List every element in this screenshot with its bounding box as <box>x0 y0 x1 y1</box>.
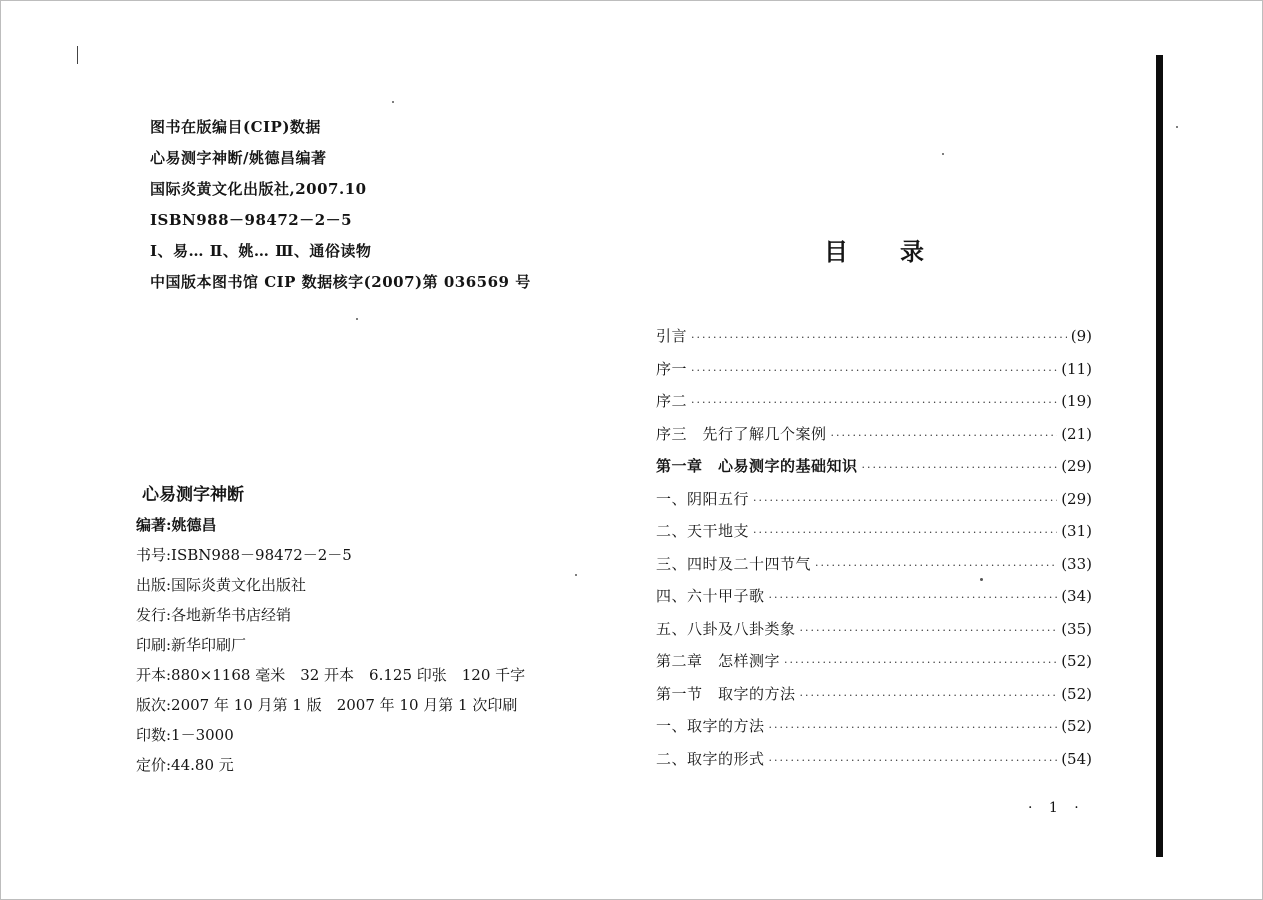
toc-heading: 目录 <box>824 237 976 266</box>
toc-item-page: (33) <box>1061 554 1092 573</box>
toc-item-title: 二、取字的形式 <box>656 749 765 768</box>
info-line: 印刷:新华印刷厂 <box>136 636 247 654</box>
toc-item-page: (11) <box>1061 359 1092 378</box>
toc-item-page: (29) <box>1061 489 1092 508</box>
toc-item-title: 第一节 取字的方法 <box>656 684 796 703</box>
toc-leader-dots <box>753 526 1057 539</box>
toc-item-title: 三、四时及二十四节气 <box>656 554 812 573</box>
toc-item-page: (34) <box>1061 587 1092 605</box>
toc-item <box>656 520 1092 553</box>
toc-leader-dots <box>769 721 1058 734</box>
cip-line: 国际炎黄文化出版社,2007.10 <box>150 180 367 198</box>
toc-leader-dots <box>862 461 1058 474</box>
toc-item-page: (52) <box>1061 717 1092 735</box>
cip-line: Ⅰ、易… Ⅱ、姚… Ⅲ、通俗读物 <box>150 242 372 260</box>
binding-shadow <box>1156 55 1163 857</box>
toc-item-page: (52) <box>1061 652 1092 670</box>
cip-data-block <box>150 112 531 298</box>
toc-item <box>656 390 1092 423</box>
cip-line: 心易测字神断/姚德昌编著 <box>150 149 327 167</box>
scan-speck <box>575 574 577 576</box>
scan-speck <box>942 153 944 155</box>
info-line: 定价:44.80 元 <box>136 756 234 774</box>
toc-item-page: (31) <box>1061 522 1092 540</box>
info-line: 编著:姚德昌 <box>136 516 217 534</box>
table-of-contents <box>656 325 1092 780</box>
scan-speck <box>356 318 358 320</box>
toc-item <box>656 553 1092 586</box>
toc-item-title: 二、天干地支 <box>656 522 750 540</box>
info-line: 书号:ISBN988－98472－2－5 <box>136 546 352 564</box>
cip-line: ISBN988－98472－2－5 <box>150 211 353 229</box>
toc-leader-dots <box>815 559 1057 572</box>
toc-item-page: (29) <box>1061 457 1092 475</box>
toc-item-page: (52) <box>1061 684 1092 703</box>
toc-leader-dots <box>691 364 1057 377</box>
toc-item-page: (35) <box>1061 619 1092 638</box>
toc-item-title: 第一章 心易测字的基础知识 <box>656 457 858 475</box>
edge-mark <box>77 46 78 64</box>
toc-leader-dots <box>769 754 1058 767</box>
toc-item <box>656 358 1092 391</box>
info-line: 印数:1－3000 <box>136 726 234 744</box>
cip-line: 图书在版编目(CIP)数据 <box>150 118 321 136</box>
toc-leader-dots <box>691 331 1067 344</box>
scan-speck <box>392 101 394 103</box>
toc-item-title: 一、取字的方法 <box>656 717 765 735</box>
toc-item-title: 五、八卦及八卦类象 <box>656 619 796 638</box>
toc-item <box>656 455 1092 488</box>
info-line: 开本:880×1168 毫米 32 开本 6.125 印张 120 千字 <box>136 666 526 684</box>
toc-item-title: 第二章 怎样测字 <box>656 652 781 670</box>
toc-leader-dots <box>769 591 1058 604</box>
cip-line: 中国版本图书馆 CIP 数据核字(2007)第 036569 号 <box>150 273 531 291</box>
toc-item-page: (21) <box>1061 424 1092 443</box>
toc-item <box>656 325 1092 358</box>
toc-item-title: 引言 <box>656 327 688 345</box>
toc-item-page: (54) <box>1061 749 1092 768</box>
toc-leader-dots <box>691 396 1057 409</box>
page-number: · 1 · <box>1028 800 1085 816</box>
toc-item <box>656 423 1092 456</box>
info-line: 版次:2007 年 10 月第 1 版 2007 年 10 月第 1 次印刷 <box>136 696 518 714</box>
toc-item-title: 序三 先行了解几个案例 <box>656 424 827 443</box>
toc-item <box>656 715 1092 748</box>
toc-item-page: (19) <box>1061 392 1092 410</box>
toc-item <box>656 488 1092 521</box>
toc-leader-dots <box>784 656 1057 669</box>
toc-item-page: (9) <box>1070 327 1092 345</box>
info-line: 出版:国际炎黄文化出版社 <box>136 576 307 594</box>
toc-item <box>656 683 1092 716</box>
toc-leader-dots <box>753 494 1057 507</box>
toc-item <box>656 618 1092 651</box>
toc-leader-dots <box>831 429 1058 442</box>
toc-item-title: 序一 <box>656 359 688 378</box>
right-page <box>640 0 1263 900</box>
toc-item <box>656 748 1092 781</box>
scan-speck <box>1176 126 1178 128</box>
toc-item <box>656 585 1092 618</box>
info-line: 发行:各地新华书店经销 <box>136 606 292 624</box>
toc-item-title: 四、六十甲子歌 <box>656 587 765 605</box>
toc-leader-dots <box>800 689 1058 702</box>
toc-item-title: 一、阴阳五行 <box>656 489 750 508</box>
scan-speck <box>980 578 983 581</box>
toc-leader-dots <box>800 624 1058 637</box>
book-title: 心易测字神断 <box>142 485 244 505</box>
publication-info-block <box>136 480 525 780</box>
toc-item-title: 序二 <box>656 392 688 410</box>
toc-item <box>656 650 1092 683</box>
